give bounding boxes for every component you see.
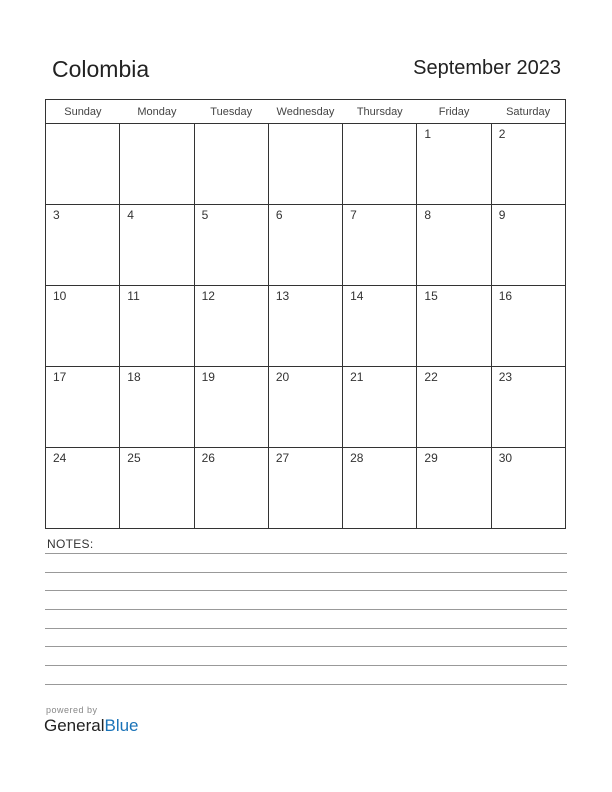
weekday-header-row <box>46 100 566 124</box>
generalblue-logo[interactable] <box>44 716 139 736</box>
day-cell: 20 <box>268 367 342 448</box>
day-cell: 11 <box>120 286 194 367</box>
day-cell: 2 <box>491 124 565 205</box>
week-row <box>46 367 566 448</box>
day-cell: 7 <box>343 205 417 286</box>
weekday-header-sunday: Sunday <box>46 100 120 124</box>
day-cell: 10 <box>46 286 120 367</box>
day-cell: 16 <box>491 286 565 367</box>
day-cell: 6 <box>268 205 342 286</box>
day-cell <box>120 124 194 205</box>
day-cell: 13 <box>268 286 342 367</box>
day-cell: 25 <box>120 448 194 529</box>
day-cell: 12 <box>194 286 268 367</box>
day-cell: 1 <box>417 124 491 205</box>
week-row <box>46 286 566 367</box>
note-line <box>45 553 567 554</box>
note-line <box>45 590 567 591</box>
day-cell: 17 <box>46 367 120 448</box>
note-line <box>45 628 567 629</box>
weekday-header-wednesday: Wednesday <box>268 100 342 124</box>
weekday-header-tuesday: Tuesday <box>194 100 268 124</box>
note-line <box>45 572 567 573</box>
week-row <box>46 448 566 529</box>
day-cell: 4 <box>120 205 194 286</box>
day-cell <box>343 124 417 205</box>
week-row <box>46 205 566 286</box>
day-cell: 29 <box>417 448 491 529</box>
day-cell: 26 <box>194 448 268 529</box>
day-cell: 24 <box>46 448 120 529</box>
day-cell: 3 <box>46 205 120 286</box>
day-cell: 15 <box>417 286 491 367</box>
weekday-header-thursday: Thursday <box>343 100 417 124</box>
note-line <box>45 609 567 610</box>
day-cell: 30 <box>491 448 565 529</box>
weekday-header-monday: Monday <box>120 100 194 124</box>
day-cell: 22 <box>417 367 491 448</box>
day-cell: 21 <box>343 367 417 448</box>
day-cell <box>194 124 268 205</box>
day-cell: 28 <box>343 448 417 529</box>
powered-by-text: powered by <box>46 705 98 715</box>
country-title: Colombia <box>52 56 150 82</box>
day-cell: 5 <box>194 205 268 286</box>
note-line <box>45 684 567 685</box>
day-cell: 8 <box>417 205 491 286</box>
day-cell: 14 <box>343 286 417 367</box>
logo-blue-text: Blue <box>104 716 139 735</box>
day-cell: 19 <box>194 367 268 448</box>
weekday-header-saturday: Saturday <box>491 100 565 124</box>
day-cell: 9 <box>491 205 565 286</box>
week-row <box>46 124 566 205</box>
day-cell <box>46 124 120 205</box>
day-cell: 27 <box>268 448 342 529</box>
logo-general-text: General <box>44 716 105 735</box>
day-cell: 23 <box>491 367 565 448</box>
day-cell <box>268 124 342 205</box>
note-line <box>45 646 567 647</box>
notes-label: NOTES: <box>47 537 94 551</box>
day-cell: 18 <box>120 367 194 448</box>
weekday-header-friday: Friday <box>417 100 491 124</box>
month-year-title: September 2023 <box>413 57 561 79</box>
note-line <box>45 665 567 666</box>
calendar-grid <box>45 99 566 529</box>
